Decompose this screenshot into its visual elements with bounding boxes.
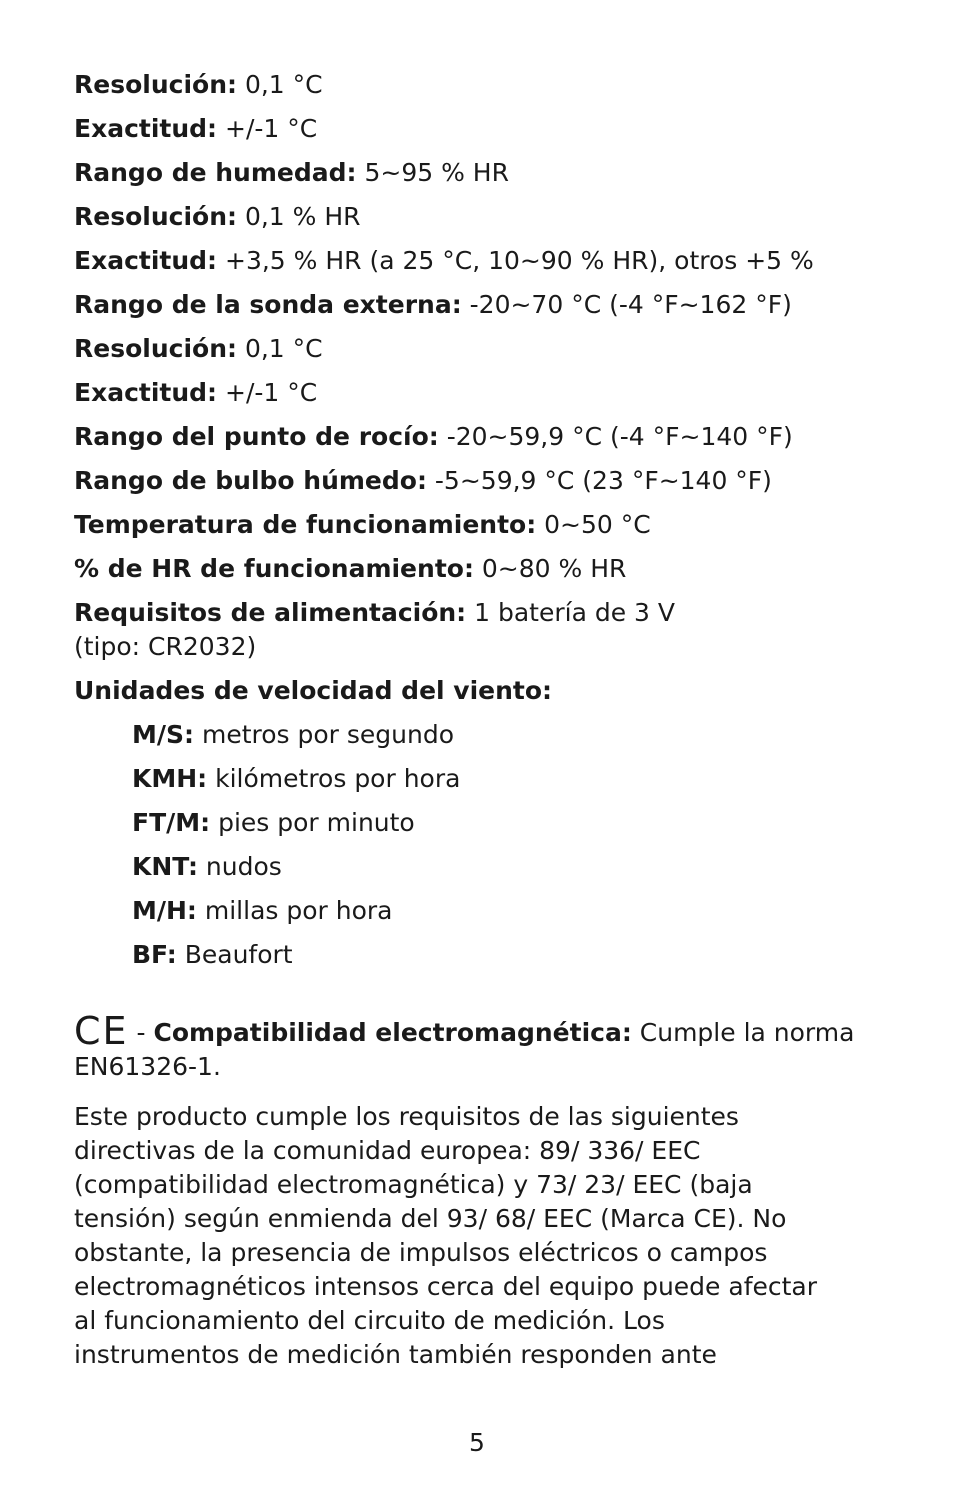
directives-paragraph: Este producto cumple los requisitos de las siguientes directivas de la comunidad europea: 89/ 336/ EEC (compatibilidad electromagnética) y 73/ 23/ EEC (baja tensión) según enmienda del 93/ 68/ EEC (Marca CE). No obstante, la presencia de impulsos eléctricos o campos electromagnéticos intensos cerca del equipo puede afectar al funcionamiento del circuito de medición. Los instrumentos de medición también responden ante (74, 1102, 818, 1369)
spec-external-probe-range (74, 288, 874, 322)
spec-probe-resolution (74, 332, 874, 366)
spec-label: Exactitud: (74, 378, 218, 407)
spec-label: Temperatura de funcionamiento: (74, 510, 537, 539)
wind-unit-description: Beaufort (176, 940, 293, 969)
spec-temperature-accuracy (74, 112, 874, 146)
spec-label: Requisitos de alimentación: (74, 598, 467, 627)
wind-unit-description: kilómetros por hora (207, 764, 461, 793)
spec-label: Exactitud: (74, 246, 218, 275)
spec-wet-bulb-range (74, 464, 874, 498)
ce-mark-icon: CE (74, 1009, 129, 1053)
spec-value: 5~95 % HR (356, 158, 509, 187)
spec-label: Resolución: (74, 70, 237, 99)
ce-compliance (74, 1009, 874, 1084)
spec-value: 1 batería de 3 V (tipo: CR2032) (74, 598, 676, 661)
spec-label: Resolución: (74, 202, 237, 231)
spec-value: -20~59,9 °C (-4 °F~140 °F) (438, 422, 793, 451)
page-number: 5 (469, 1428, 485, 1457)
spec-dew-point-range (74, 420, 874, 454)
spec-label: Exactitud: (74, 114, 218, 143)
spec-value: 0,1 % HR (237, 202, 361, 231)
specifications-page (74, 68, 874, 1372)
wind-unit-description: pies por minuto (210, 808, 415, 837)
spec-humidity-accuracy (74, 244, 874, 278)
spec-value: +/-1 °C (217, 114, 318, 143)
wind-unit-code: KNT: (132, 852, 198, 881)
spec-humidity-range (74, 156, 874, 190)
spec-value: -20~70 °C (-4 °F~162 °F) (461, 290, 792, 319)
wind-unit-description: nudos (197, 852, 282, 881)
spec-value: +/-1 °C (217, 378, 318, 407)
spec-operating-temperature (74, 508, 874, 542)
wind-unit-item (74, 806, 874, 840)
spec-operating-humidity (74, 552, 874, 586)
wind-unit-code: BF: (132, 940, 177, 969)
wind-unit-item (74, 718, 874, 752)
wind-unit-item (74, 938, 874, 972)
spec-value: 0,1 °C (237, 334, 323, 363)
spec-label: Rango de humedad: (74, 158, 357, 187)
spec-label: Resolución: (74, 334, 237, 363)
spec-value: 0~50 °C (536, 510, 651, 539)
wind-unit-code: M/S: (132, 720, 195, 749)
spec-label: % de HR de funcionamiento: (74, 554, 474, 583)
wind-unit-code: KMH: (132, 764, 208, 793)
spec-probe-accuracy (74, 376, 874, 410)
wind-unit-code: FT/M: (132, 808, 211, 837)
spec-value: -5~59,9 °C (23 °F~140 °F) (426, 466, 772, 495)
wind-unit-description: millas por hora (196, 896, 393, 925)
spec-label: Rango del punto de rocío: (74, 422, 439, 451)
spec-label: Rango de la sonda externa: (74, 290, 462, 319)
spec-humidity-resolution (74, 200, 874, 234)
spec-value: 0~80 % HR (473, 554, 627, 583)
wind-unit-item (74, 894, 874, 928)
spec-value: 0,1 °C (237, 70, 323, 99)
wind-unit-item (74, 850, 874, 884)
ce-label: Compatibilidad electromagnética: (153, 1018, 632, 1047)
spec-power-requirements (74, 596, 694, 664)
wind-unit-description: metros por segundo (194, 720, 455, 749)
spec-value: +3,5 % HR (a 25 °C, 10~90 % HR), otros +5 % (217, 246, 814, 275)
wind-unit-item (74, 762, 874, 796)
wind-unit-code: M/H: (132, 896, 197, 925)
spec-label: Rango de bulbo húmedo: (74, 466, 427, 495)
spec-temperature-resolution (74, 68, 874, 102)
ce-dash: - (128, 1018, 154, 1047)
wind-units-title: Unidades de velocidad del viento: (74, 676, 553, 705)
ce-value: Cumple la norma EN61326-1. (74, 1018, 855, 1081)
wind-units-heading (74, 674, 874, 708)
